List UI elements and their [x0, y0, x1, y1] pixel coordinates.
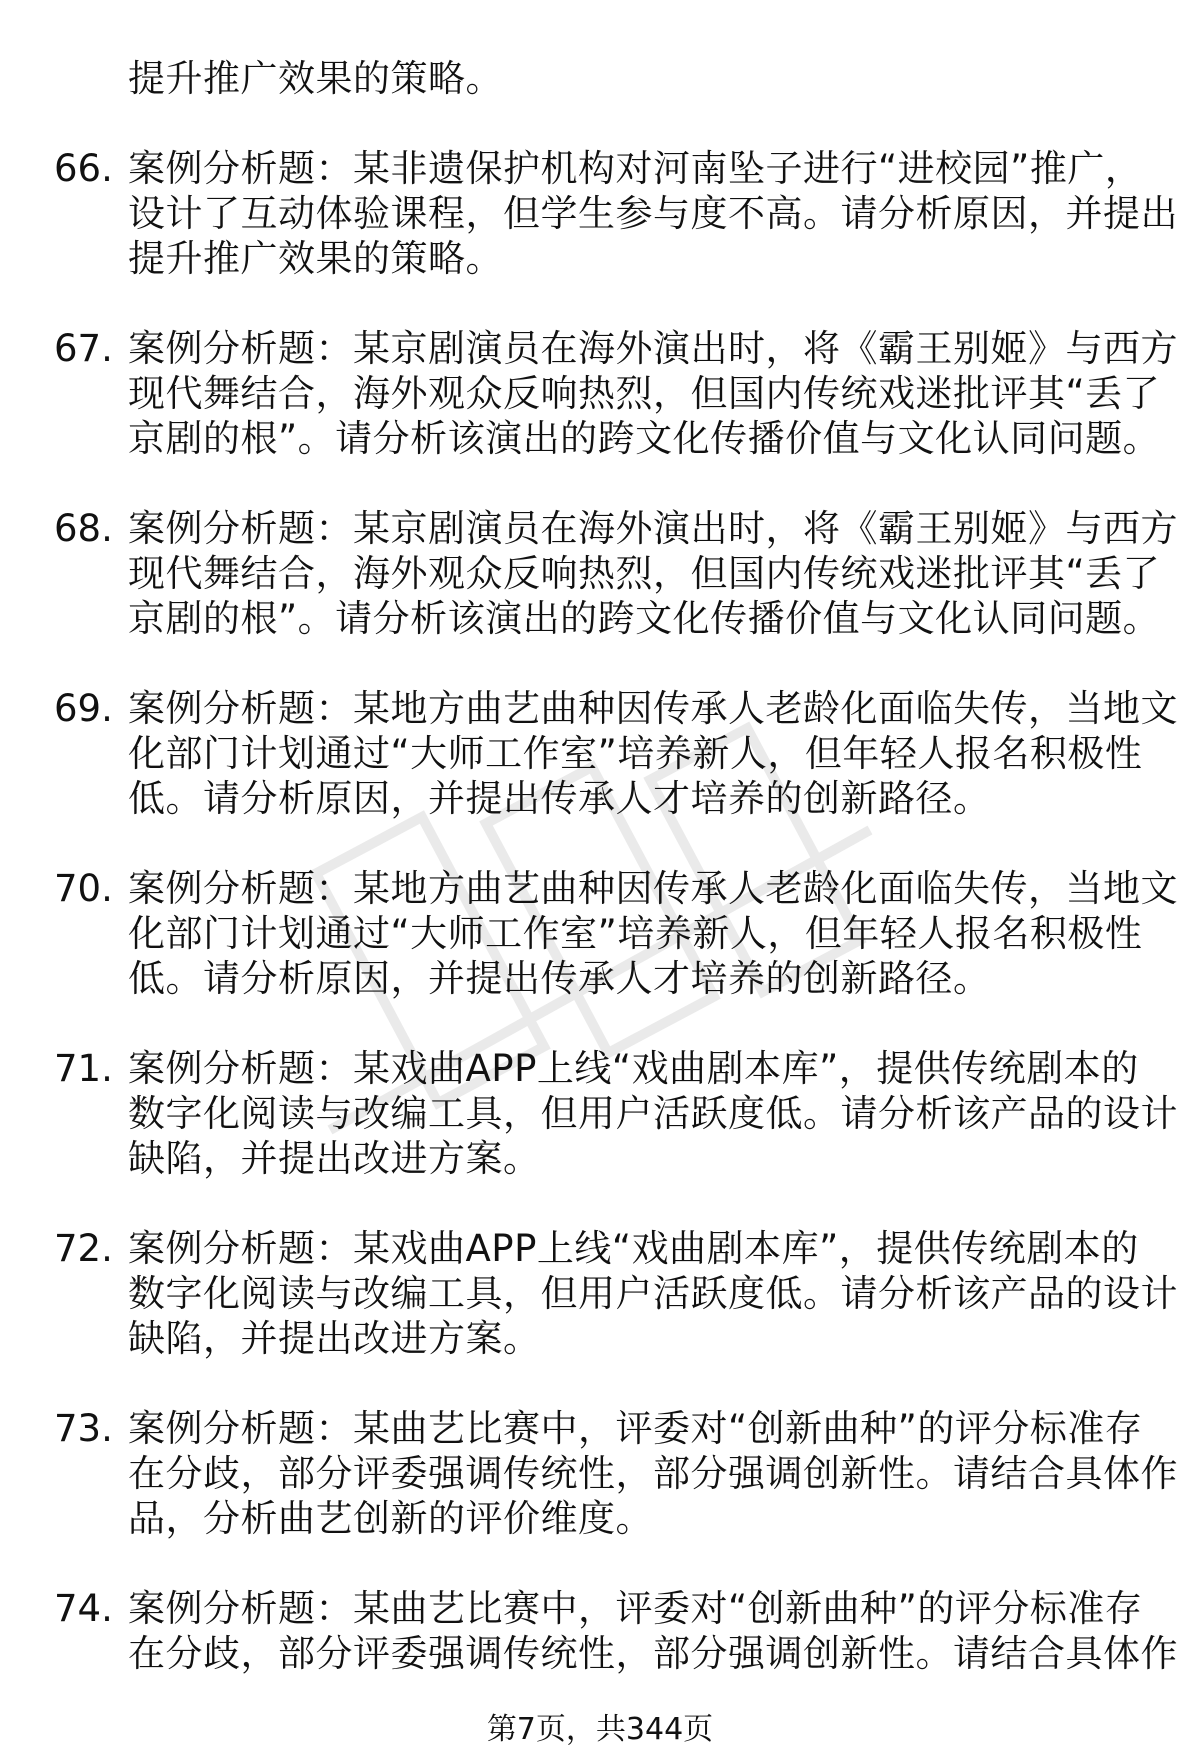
- question-text-line: 数字化阅读与改编工具，但用户活跃度低。请分析该产品的设计: [128, 1092, 1178, 1135]
- question-number: 66.: [54, 147, 113, 190]
- question-text-line: 低。请分析原因，并提出传承人才培养的创新路径。: [128, 957, 991, 1000]
- question-text-line: 案例分析题：某曲艺比赛中，评委对“创新曲种”的评分标准存: [128, 1407, 1143, 1450]
- question-text-line: 缺陷，并提出改进方案。: [128, 1137, 541, 1180]
- question-number: 72.: [54, 1227, 113, 1270]
- question-text-line: 案例分析题：某京剧演员在海外演出时，将《霸王别姬》与西方: [128, 507, 1178, 550]
- question-text-line: 京剧的根”。请分析该演出的跨文化传播价值与文化认同问题。: [128, 417, 1161, 460]
- question-text-line: 低。请分析原因，并提出传承人才培养的创新路径。: [128, 777, 991, 820]
- question-number: 73.: [54, 1407, 113, 1450]
- continuation-line: 提升推广效果的策略。: [128, 57, 503, 100]
- question-text-line: 设计了互动体验课程，但学生参与度不高。请分析原因，并提出: [128, 192, 1178, 235]
- question-number: 71.: [54, 1047, 113, 1090]
- question-text-line: 在分歧，部分评委强调传统性，部分强调创新性。请结合具体作: [128, 1452, 1178, 1495]
- question-text-line: 京剧的根”。请分析该演出的跨文化传播价值与文化认同问题。: [128, 597, 1161, 640]
- question-number: 70.: [54, 867, 113, 910]
- page-number-footer: 第7页，共344页: [486, 1712, 714, 1747]
- question-text-line: 化部门计划通过“大师工作室”培养新人，但年轻人报名积极性: [128, 912, 1143, 955]
- question-text-line: 现代舞结合，海外观众反响热烈，但国内传统戏迷批评其“丢了: [128, 552, 1161, 595]
- question-text-line: 案例分析题：某非遗保护机构对河南坠子进行“进校园”推广，: [128, 147, 1143, 190]
- question-text-line: 品，分析曲艺创新的评价维度。: [128, 1497, 653, 1540]
- question-text-line: 案例分析题：某京剧演员在海外演出时，将《霸王别姬》与西方: [128, 327, 1178, 370]
- question-text-line: 案例分析题：某戏曲APP上线“戏曲剧本库”，提供传统剧本的: [128, 1047, 1139, 1090]
- question-number: 69.: [54, 687, 113, 730]
- question-number: 74.: [54, 1587, 113, 1630]
- question-text-line: 数字化阅读与改编工具，但用户活跃度低。请分析该产品的设计: [128, 1272, 1178, 1315]
- question-text-line: 案例分析题：某地方曲艺曲种因传承人老龄化面临失传，当地文: [128, 867, 1178, 910]
- question-text-line: 案例分析题：某曲艺比赛中，评委对“创新曲种”的评分标准存: [128, 1587, 1143, 1630]
- question-text-line: 现代舞结合，海外观众反响热烈，但国内传统戏迷批评其“丢了: [128, 372, 1161, 415]
- question-number: 68.: [54, 507, 113, 550]
- question-text-line: 缺陷，并提出改进方案。: [128, 1317, 541, 1360]
- question-text-line: 在分歧，部分评委强调传统性，部分强调创新性。请结合具体作: [128, 1632, 1178, 1675]
- question-text-line: 化部门计划通过“大师工作室”培养新人，但年轻人报名积极性: [128, 732, 1143, 775]
- question-number: 67.: [54, 327, 113, 370]
- question-text-line: 案例分析题：某戏曲APP上线“戏曲剧本库”，提供传统剧本的: [128, 1227, 1139, 1270]
- question-text-line: 案例分析题：某地方曲艺曲种因传承人老龄化面临失传，当地文: [128, 687, 1178, 730]
- question-text-line: 提升推广效果的策略。: [128, 237, 503, 280]
